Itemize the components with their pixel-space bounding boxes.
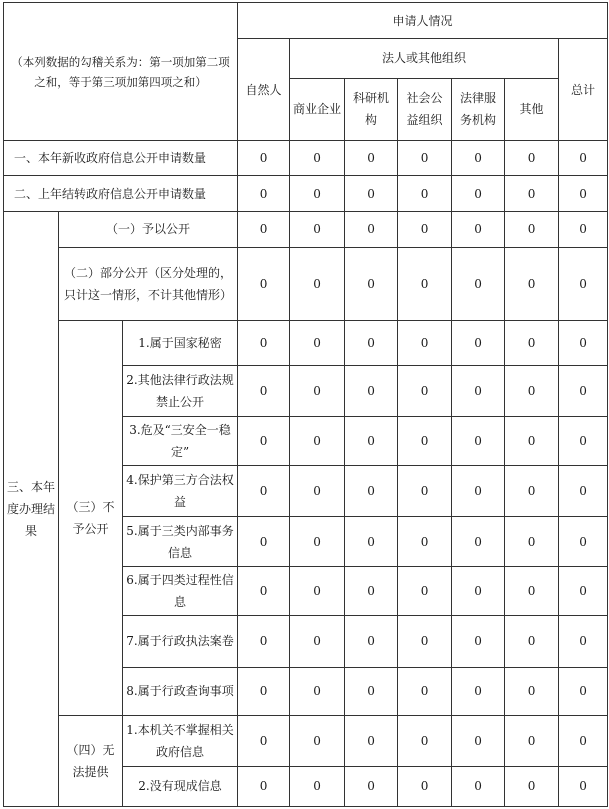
cell: 0 [398, 517, 452, 566]
cell: 0 [505, 716, 559, 766]
cell: 0 [505, 141, 559, 176]
cell: 0 [452, 248, 505, 321]
cell: 0 [505, 465, 559, 516]
header-applicant-situation: 申请人情况 [238, 3, 608, 39]
cell: 0 [290, 517, 345, 566]
cell: 0 [452, 566, 505, 615]
cell: 0 [505, 211, 559, 247]
cell: 0 [452, 366, 505, 416]
cell: 0 [452, 766, 505, 806]
table-row [4, 141, 608, 176]
cell: 0 [452, 667, 505, 715]
cell: 0 [290, 416, 345, 465]
row-label-nd8: 8.属于行政查询事项 [123, 667, 238, 715]
cell: 0 [345, 176, 398, 211]
table-row [4, 211, 608, 247]
disclosure-statistics-table [3, 2, 608, 807]
cell: 0 [505, 248, 559, 321]
cell: 0 [345, 248, 398, 321]
cell: 0 [505, 416, 559, 465]
header-natural-person: 自然人 [238, 39, 290, 141]
cell: 0 [238, 176, 290, 211]
cell: 0 [238, 416, 290, 465]
cell: 0 [345, 416, 398, 465]
cell: 0 [398, 366, 452, 416]
cell: 0 [505, 366, 559, 416]
cell: 0 [452, 176, 505, 211]
cell: 0 [559, 667, 608, 715]
cell: 0 [398, 667, 452, 715]
row-label-nd4: 4.保护第三方合法权益 [123, 465, 238, 516]
cell: 0 [290, 667, 345, 715]
cell: 0 [452, 465, 505, 516]
cell: 0 [398, 465, 452, 516]
cell: 0 [345, 141, 398, 176]
cell: 0 [452, 141, 505, 176]
header-total: 总计 [559, 39, 608, 141]
cell: 0 [398, 416, 452, 465]
cell: 0 [345, 320, 398, 365]
table-row [4, 716, 608, 766]
cell: 0 [290, 211, 345, 247]
row-label-results: 三、本年度办理结果 [4, 211, 59, 806]
cell: 0 [238, 766, 290, 806]
header-commercial: 商业企业 [290, 78, 345, 141]
cell: 0 [345, 465, 398, 516]
cell: 0 [398, 766, 452, 806]
cell: 0 [559, 176, 608, 211]
cell: 0 [559, 320, 608, 365]
cell: 0 [452, 416, 505, 465]
cell: 0 [238, 667, 290, 715]
cell: 0 [290, 465, 345, 516]
row-label-nd7: 7.属于行政执法案卷 [123, 616, 238, 667]
cell: 0 [238, 616, 290, 667]
cell: 0 [290, 320, 345, 365]
cell: 0 [398, 616, 452, 667]
cell: 0 [290, 616, 345, 667]
cell: 0 [559, 141, 608, 176]
cell: 0 [559, 248, 608, 321]
cell: 0 [505, 320, 559, 365]
row-label-nd2: 2.其他法律行政法规禁止公开 [123, 366, 238, 416]
cell: 0 [238, 517, 290, 566]
cell: 0 [345, 667, 398, 715]
cell: 0 [238, 211, 290, 247]
cell: 0 [452, 320, 505, 365]
cell: 0 [505, 517, 559, 566]
cell: 0 [290, 248, 345, 321]
cell: 0 [559, 465, 608, 516]
cell: 0 [238, 248, 290, 321]
cell: 0 [345, 517, 398, 566]
table-row [4, 176, 608, 211]
row-label-nd6: 6.属于四类过程性信息 [123, 566, 238, 615]
cell: 0 [398, 211, 452, 247]
cell: 0 [238, 366, 290, 416]
cell: 0 [559, 616, 608, 667]
cell: 0 [345, 366, 398, 416]
cell: 0 [505, 176, 559, 211]
row-label-unable: （四）无法提供 [59, 716, 123, 807]
cell: 0 [559, 211, 608, 247]
cell: 0 [452, 211, 505, 247]
cell: 0 [559, 416, 608, 465]
cell: 0 [559, 566, 608, 615]
cell: 0 [290, 141, 345, 176]
cell: 0 [290, 176, 345, 211]
header-note: （本列数据的勾稽关系为：第一项加第二项之和，等于第三项加第四项之和） [4, 3, 238, 141]
header-legal-person-group: 法人或其他组织 [290, 39, 559, 78]
cell: 0 [290, 766, 345, 806]
header-social-welfare: 社会公益组织 [398, 78, 452, 141]
cell: 0 [559, 366, 608, 416]
cell: 0 [398, 176, 452, 211]
row-label-partial: （二）部分公开（区分处理的，只计这一情形，不计其他情形） [59, 248, 238, 321]
cell: 0 [398, 716, 452, 766]
cell: 0 [345, 766, 398, 806]
cell: 0 [398, 566, 452, 615]
row-label-nd1: 1.属于国家秘密 [123, 320, 238, 365]
row-label-nd5: 5.属于三类内部事务信息 [123, 517, 238, 566]
table-row [4, 248, 608, 321]
cell: 0 [238, 465, 290, 516]
cell: 0 [238, 320, 290, 365]
cell: 0 [290, 366, 345, 416]
cell: 0 [398, 248, 452, 321]
cell: 0 [505, 766, 559, 806]
cell: 0 [559, 716, 608, 766]
cell: 0 [345, 566, 398, 615]
cell: 0 [398, 320, 452, 365]
cell: 0 [345, 211, 398, 247]
header-row-1 [4, 3, 608, 39]
cell: 0 [238, 566, 290, 615]
header-other: 其他 [505, 78, 559, 141]
row-label-carried-over: 二、上年结转政府信息公开申请数量 [4, 176, 238, 211]
cell: 0 [505, 616, 559, 667]
cell: 0 [290, 566, 345, 615]
cell: 0 [452, 716, 505, 766]
header-research: 科研机构 [345, 78, 398, 141]
row-label-disclose: （一）予以公开 [59, 211, 238, 247]
cell: 0 [452, 616, 505, 667]
cell: 0 [559, 766, 608, 806]
header-legal-service: 法律服务机构 [452, 78, 505, 141]
cell: 0 [345, 716, 398, 766]
cell: 0 [238, 716, 290, 766]
row-label-un2: 2.没有现成信息 [123, 766, 238, 806]
cell: 0 [398, 141, 452, 176]
row-label-un1: 1.本机关不掌握相关政府信息 [123, 716, 238, 766]
cell: 0 [452, 517, 505, 566]
cell: 0 [345, 616, 398, 667]
row-label-not-disclose: （三）不予公开 [59, 320, 123, 715]
row-label-new-requests: 一、本年新收政府信息公开申请数量 [4, 141, 238, 176]
row-label-nd3: 3.危及“三安全一稳定” [123, 416, 238, 465]
cell: 0 [290, 716, 345, 766]
cell: 0 [505, 667, 559, 715]
cell: 0 [505, 566, 559, 615]
cell: 0 [238, 141, 290, 176]
table-row [4, 320, 608, 365]
cell: 0 [559, 517, 608, 566]
